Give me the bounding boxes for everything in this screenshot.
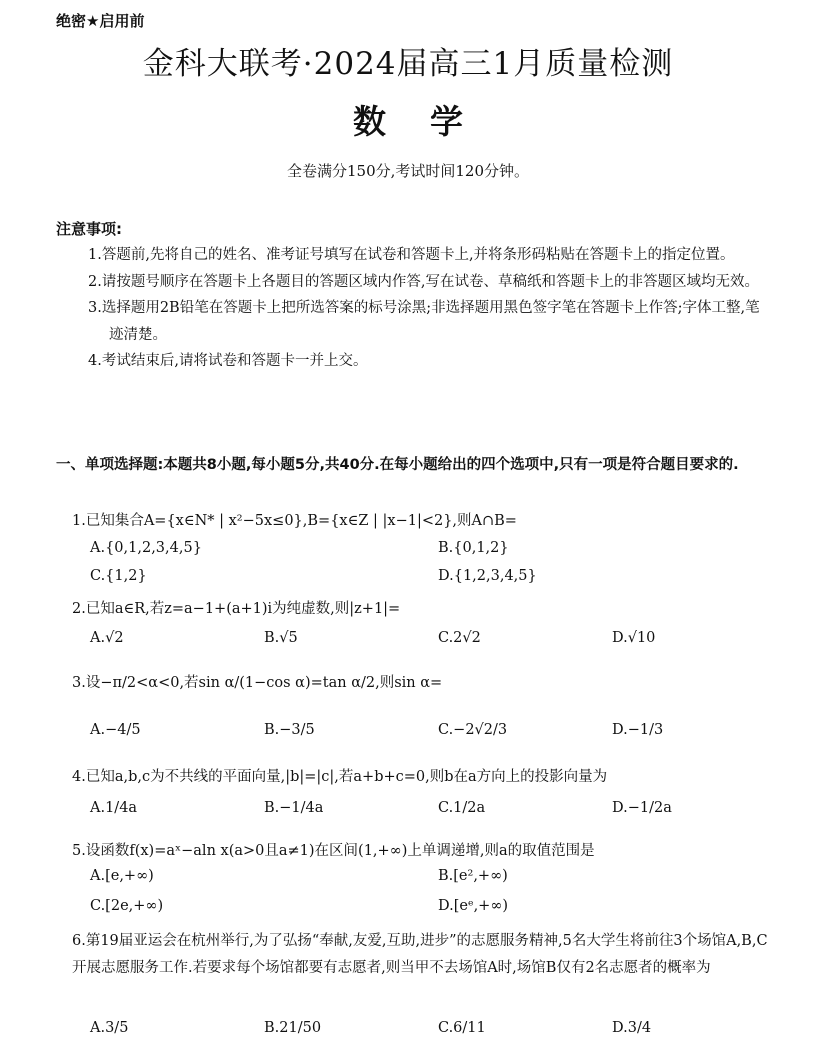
option-b: B.√5 <box>264 630 298 646</box>
option-b: B.−1/4a <box>264 800 324 816</box>
option-a: A.[e,+∞) <box>90 868 154 884</box>
option-a: A.√2 <box>90 630 124 646</box>
option-a: A.−4/5 <box>90 722 141 738</box>
option-d: D.−1/2a <box>612 800 672 816</box>
option-c: C.2√2 <box>438 630 481 646</box>
question-2-stem: 2.已知a∈R,若z=a−1+(a+1)i为纯虚数,则|z+1|= <box>72 601 401 617</box>
question-4-stem: 4.已知a,b,c为不共线的平面向量,|b|=|c|,若a+b+c=0,则b在a方向上的投影向量为 <box>72 769 608 785</box>
option-d: D.[eᵉ,+∞) <box>438 898 509 914</box>
notice-item: 3.选择题用2B铅笔在答题卡上把所选答案的标号涂黑;非选择题用黑色签字笔在答题卡上作答;字体工整,笔迹清楚。 <box>88 300 760 343</box>
question-1-stem: 1.已知集合A={x∈N* | x²−5x≤0},B={x∈Z | |x−1|<2},则A∩B= <box>72 513 517 529</box>
option-b: B.21/50 <box>264 1020 322 1036</box>
option-d: D.√10 <box>612 630 656 646</box>
notice-list <box>88 242 764 375</box>
exam-info: 全卷满分150分,考试时间120分钟。 <box>286 162 530 180</box>
question-6-stem: 6.第19届亚运会在杭州举行,为了弘扬“奉献,友爱,互助,进步”的志愿服务精神,5名大学生将前往3个场馆A,B,C开展志愿服务工作.若要求每个场馆都要有志愿者,则当甲不去场馆A时,场馆B仅有2名志愿者的概率为 <box>72 933 768 976</box>
notice-heading: 注意事项: <box>56 220 122 238</box>
option-c: C.[2e,+∞) <box>90 898 164 914</box>
option-a: A.{0,1,2,3,4,5} <box>90 540 202 556</box>
option-d: D.−1/3 <box>612 722 664 738</box>
option-c: C.−2√2/3 <box>438 722 508 738</box>
option-c: C.6/11 <box>438 1020 486 1036</box>
section-heading: 一、单项选择题:本题共8小题,每小题5分,共40分.在每小题给出的四个选项中,只有一项是符合题目要求的. <box>56 457 739 473</box>
option-b: B.{0,1,2} <box>438 540 509 556</box>
option-c: C.{1,2} <box>90 568 147 584</box>
confidential-mark: 绝密★启用前 <box>56 12 145 30</box>
option-b: B.[e²,+∞) <box>438 868 508 884</box>
option-d: D.3/4 <box>612 1020 652 1036</box>
notice-item: 2.请按题号顺序在答题卡上各题目的答题区域内作答,写在试卷、草稿纸和答题卡上的非答题区域均无效。 <box>88 273 759 290</box>
option-d: D.{1,2,3,4,5} <box>438 568 537 584</box>
option-b: B.−3/5 <box>264 722 315 738</box>
option-a: A.1/4a <box>90 800 138 816</box>
option-a: A.3/5 <box>90 1020 129 1036</box>
exam-title: 金科大联考·2024届高三1月质量检测 <box>142 46 674 82</box>
option-c: C.1/2a <box>438 800 486 816</box>
subject-title: 数学 <box>353 102 507 141</box>
question-5-stem: 5.设函数f(x)=aˣ−aln x(a>0且a≠1)在区间(1,+∞)上单调递增,则a的取值范围是 <box>72 843 595 859</box>
question-3-stem: 3.设−π/2<α<0,若sin α/(1−cos α)=tan α/2,则sin α= <box>72 675 443 691</box>
notice-item: 4.考试结束后,请将试卷和答题卡一并上交。 <box>88 353 368 369</box>
notice-item: 1.答题前,先将自己的姓名、准考证号填写在试卷和答题卡上,并将条形码粘贴在答题卡上的指定位置。 <box>88 247 735 263</box>
